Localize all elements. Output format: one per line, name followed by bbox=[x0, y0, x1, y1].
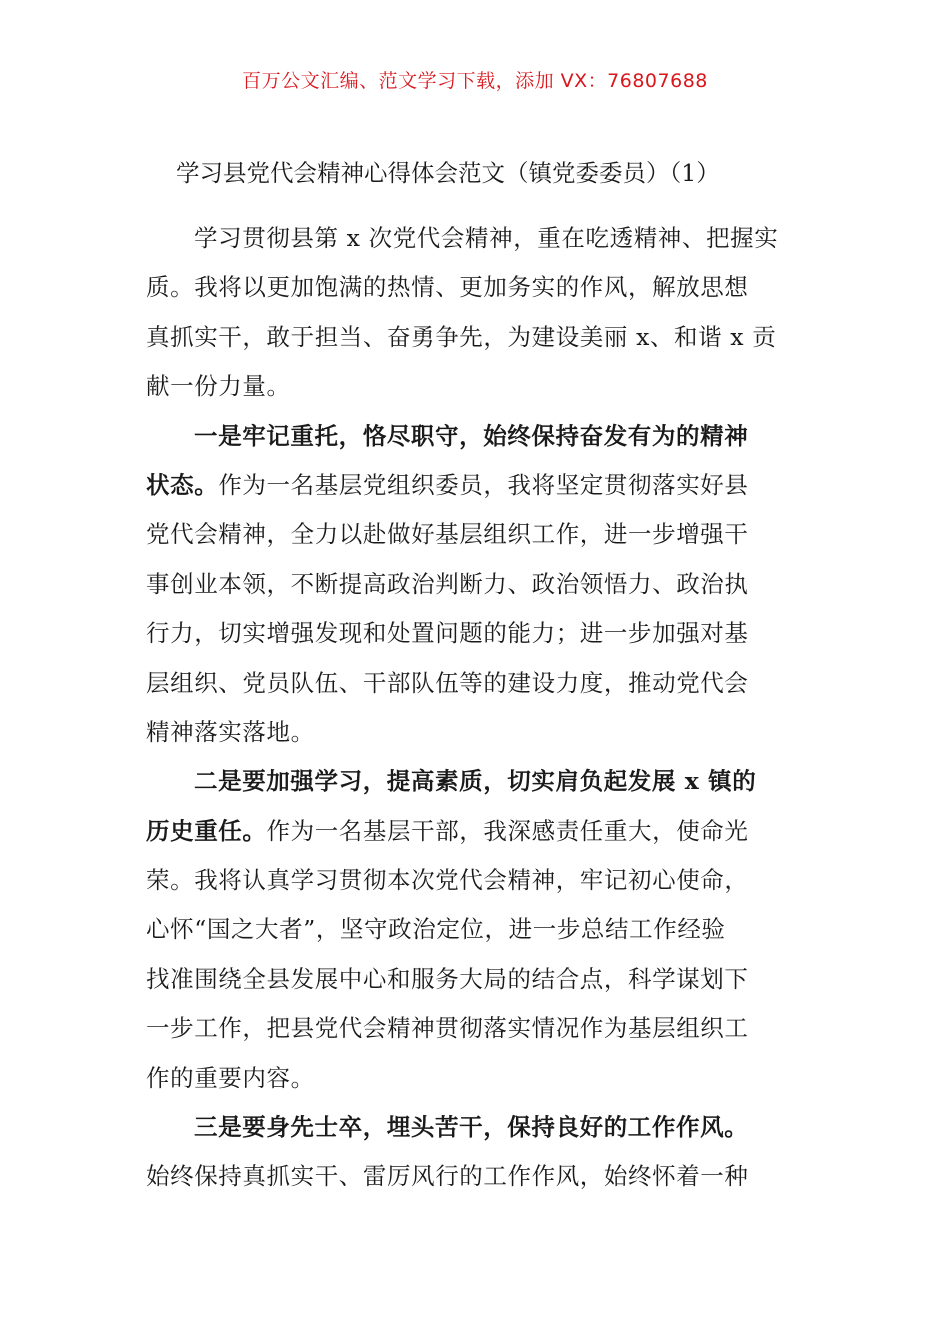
paragraph-line bbox=[146, 1004, 810, 1053]
text-run: 献一份力量。 bbox=[146, 372, 291, 401]
text-run: 层组织、党员队伍、干部队伍等的建设力度，推动党代会 bbox=[146, 668, 749, 697]
bold-text-run: 历史重任。 bbox=[146, 816, 267, 845]
paragraph bbox=[146, 214, 810, 412]
bold-text-run: 一是牢记重托，恪尽职守，始终保持奋发有为的精神 bbox=[194, 421, 749, 450]
text-run: 事创业本领，不断提高政治判断力、政治领悟力、政治执 bbox=[146, 569, 749, 598]
text-run: 学习贯彻县第 x 次党代会精神，重在吃透精神、把握实 bbox=[194, 224, 779, 252]
paragraph bbox=[146, 412, 810, 758]
text-run: 作的重要内容。 bbox=[146, 1063, 315, 1092]
paragraph-line bbox=[146, 214, 810, 263]
paragraph-line bbox=[146, 263, 810, 312]
paragraph bbox=[146, 1103, 810, 1202]
paragraph-line bbox=[146, 313, 810, 362]
paragraph-line bbox=[146, 659, 810, 708]
paragraph-line bbox=[146, 708, 810, 757]
paragraph-line bbox=[146, 1054, 810, 1103]
text-run: 一步工作，把县党代会精神贯彻落实情况作为基层组织工 bbox=[146, 1014, 749, 1043]
text-run: 行力，切实增强发现和处置问题的能力；进一步加强对基 bbox=[146, 619, 749, 648]
paragraph bbox=[146, 757, 810, 1103]
document-body bbox=[146, 214, 810, 1202]
header-banner: 百万公文汇编、范文学习下载，添加 VX：76807688 bbox=[242, 70, 708, 92]
bold-text-run: 状态。 bbox=[146, 470, 219, 499]
paragraph-line bbox=[146, 412, 810, 461]
bold-text-run: 二是要加强学习，提高素质，切实肩负起发展 x 镇的 bbox=[194, 767, 757, 796]
document-title: 学习县党代会精神心得体会范文（镇党委委员）（1） bbox=[176, 159, 720, 187]
paragraph-line bbox=[146, 609, 810, 658]
paragraph-line bbox=[146, 757, 810, 806]
text-run: 党代会精神，全力以赴做好基层组织工作，进一步增强干 bbox=[146, 520, 749, 549]
paragraph-line bbox=[146, 461, 810, 510]
bold-text-run: 三是要身先士卒，埋头苦干，保持良好的工作作风。 bbox=[194, 1113, 749, 1142]
text-run: 质。我将以更加饱满的热情、更加务实的作风，解放思想 bbox=[146, 273, 749, 302]
paragraph-line bbox=[146, 807, 810, 856]
paragraph-line bbox=[146, 856, 810, 905]
paragraph-line bbox=[146, 905, 810, 954]
text-run: 心怀“国之大者”，坚守政治定位，进一步总结工作经验 bbox=[146, 915, 726, 944]
paragraph-line bbox=[146, 955, 810, 1004]
paragraph-line bbox=[146, 560, 810, 609]
text-run: 荣。我将认真学习贯彻本次党代会精神，牢记初心使命， bbox=[146, 866, 749, 895]
text-run: 始终保持真抓实干、雷厉风行的工作作风，始终怀着一种 bbox=[146, 1162, 749, 1191]
paragraph-line bbox=[146, 510, 810, 559]
text-run: 精神落实落地。 bbox=[146, 717, 315, 746]
text-run: 找准围绕全县发展中心和服务大局的结合点，科学谋划下 bbox=[146, 964, 749, 993]
paragraph-line bbox=[146, 1152, 810, 1201]
text-run: 作为一名基层党组织委员，我将坚定贯彻落实好县 bbox=[218, 470, 749, 499]
paragraph-line bbox=[146, 1103, 810, 1152]
text-run: 作为一名基层干部，我深感责任重大，使命光 bbox=[266, 816, 749, 845]
paragraph-line bbox=[146, 362, 810, 411]
text-run: 真抓实干，敢于担当、奋勇争先，为建设美丽 x、和谐 x 贡 bbox=[146, 322, 777, 351]
